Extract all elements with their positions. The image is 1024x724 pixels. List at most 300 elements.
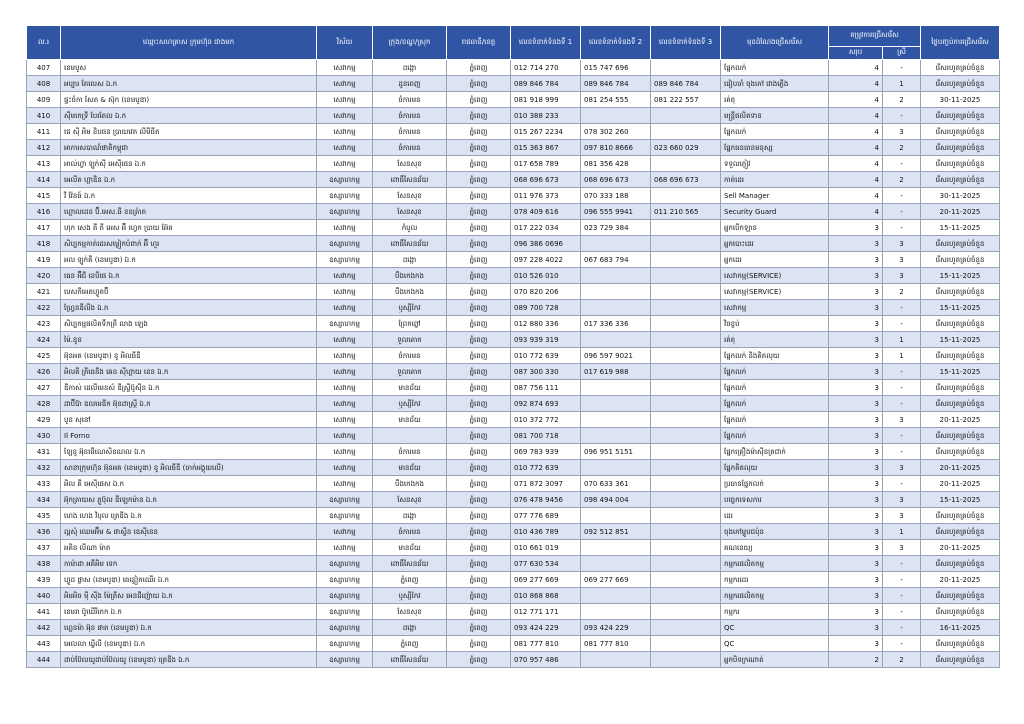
deadline-cell: 15-11-2025 xyxy=(921,220,1000,236)
province-cell: ភ្នំពេញ xyxy=(447,140,511,156)
phone-2-cell: 096 555 9941 xyxy=(581,204,651,220)
table-body xyxy=(27,60,1000,668)
sector-cell: ឧស្សាហកម្ម xyxy=(317,172,373,188)
row-number-cell: 431 xyxy=(27,444,61,460)
position-cell: រត់តុ xyxy=(721,92,829,108)
province-cell: ភ្នំពេញ xyxy=(447,428,511,444)
table-row xyxy=(27,572,1000,588)
deadline-cell: រើសរហូតគ្រប់ចំនួន xyxy=(921,284,1000,300)
province-cell: ភ្នំពេញ xyxy=(447,332,511,348)
header-deadline: ថ្ងៃបញ្ចប់ការជ្រើសរើស xyxy=(921,26,1000,60)
row-number-cell: 422 xyxy=(27,300,61,316)
deadline-cell: 20-11-2025 xyxy=(921,412,1000,428)
header-total: សរុប xyxy=(829,47,883,60)
phone-2-cell: 081 254 555 xyxy=(581,92,651,108)
table-row xyxy=(27,396,1000,412)
deadline-cell: រើសរហូតគ្រប់ចំនួន xyxy=(921,124,1000,140)
phone-3-cell xyxy=(651,332,721,348)
district-cell: ដង្កោ xyxy=(373,252,447,268)
phone-2-cell xyxy=(581,380,651,396)
total-count-cell: 3 xyxy=(829,300,883,316)
table-row xyxy=(27,156,1000,172)
total-count-cell: 3 xyxy=(829,364,883,380)
position-cell: ផ្នែកគិតលុយ xyxy=(721,460,829,476)
header-district: ក្រុង/ខណ្ឌ/ស្រុក xyxy=(373,26,447,60)
deadline-cell: រើសរហូតគ្រប់ចំនួន xyxy=(921,108,1000,124)
company-name-cell: បេសកីអេតហ្វូតប៊ី xyxy=(61,284,317,300)
sector-cell: ឧស្សាហកម្ម xyxy=(317,204,373,220)
phone-1-cell: 089 846 784 xyxy=(511,76,581,92)
female-count-cell: 3 xyxy=(883,124,921,140)
phone-2-cell: 098 494 004 xyxy=(581,492,651,508)
row-number-cell: 416 xyxy=(27,204,61,220)
province-cell: ភ្នំពេញ xyxy=(447,188,511,204)
total-count-cell: 3 xyxy=(829,540,883,556)
province-cell: ភ្នំពេញ xyxy=(447,524,511,540)
table-row xyxy=(27,236,1000,252)
row-number-cell: 415 xyxy=(27,188,61,204)
female-count-cell: 2 xyxy=(883,140,921,156)
phone-2-cell: 096 597 9021 xyxy=(581,348,651,364)
phone-1-cell: 010 372 772 xyxy=(511,412,581,428)
district-cell: សែនសុខ xyxy=(373,204,447,220)
deadline-cell: 15-11-2025 xyxy=(921,492,1000,508)
sector-cell: សេវាកម្ម xyxy=(317,412,373,428)
deadline-cell: រើសរហូតគ្រប់ចំនួន xyxy=(921,348,1000,364)
sector-cell: ឧស្សាហកម្ម xyxy=(317,588,373,604)
company-name-cell: អិលគី ត្រីធេនីង ឆេន ស៊ីហ្គាយ ខេន ឯ.ក xyxy=(61,364,317,380)
position-cell: ផ្នែកគ្រឿងម៉ាស៊ីនត្រជាក់ xyxy=(721,444,829,460)
phone-1-cell: 093 424 229 xyxy=(511,620,581,636)
total-count-cell: 3 xyxy=(829,476,883,492)
company-name-cell: Il Forno xyxy=(61,428,317,444)
district-cell: ភ្នំពេញ xyxy=(373,572,447,588)
district-cell: ចំការមន xyxy=(373,92,447,108)
phone-1-cell: 011 976 373 xyxy=(511,188,581,204)
province-cell: ភ្នំពេញ xyxy=(447,284,511,300)
province-cell: ភ្នំពេញ xyxy=(447,364,511,380)
total-count-cell: 4 xyxy=(829,124,883,140)
position-cell: សេវាកម្ម xyxy=(721,300,829,316)
province-cell: ភ្នំពេញ xyxy=(447,508,511,524)
phone-3-cell xyxy=(651,156,721,172)
position-cell: សេវាកម្ម(SERVICE) xyxy=(721,284,829,300)
phone-1-cell: 010 868 868 xyxy=(511,588,581,604)
sector-cell: សេវាកម្ម xyxy=(317,300,373,316)
table-row xyxy=(27,60,1000,76)
female-count-cell: - xyxy=(883,156,921,172)
deadline-cell: រើសរហូតគ្រប់ចំនួន xyxy=(921,396,1000,412)
phone-3-cell xyxy=(651,188,721,204)
row-number-cell: 443 xyxy=(27,636,61,652)
phone-2-cell xyxy=(581,108,651,124)
row-number-cell: 407 xyxy=(27,60,61,76)
phone-1-cell: 092 874 693 xyxy=(511,396,581,412)
total-count-cell: 3 xyxy=(829,492,883,508)
female-count-cell: 3 xyxy=(883,412,921,428)
row-number-cell: 410 xyxy=(27,108,61,124)
district-cell: ចំការមន xyxy=(373,108,447,124)
position-cell: បច្ចេកទេសការ xyxy=(721,492,829,508)
header-female: ស្រី xyxy=(883,47,921,60)
phone-2-cell xyxy=(581,588,651,604)
position-cell: អ្នកបោះដេរ xyxy=(721,236,829,252)
sector-cell: ឧស្សាហកម្ម xyxy=(317,188,373,204)
phone-1-cell: 012 880 336 xyxy=(511,316,581,332)
phone-1-cell: 012 771 171 xyxy=(511,604,581,620)
province-cell: ភ្នំពេញ xyxy=(447,204,511,220)
district-cell: ពោធិ៍សែនជ័យ xyxy=(373,556,447,572)
position-cell: QC xyxy=(721,636,829,652)
position-cell: ផ្នែកធនធានមនុស្ស xyxy=(721,140,829,156)
phone-3-cell xyxy=(651,396,721,412)
female-count-cell: 2 xyxy=(883,284,921,300)
phone-1-cell: 017 222 034 xyxy=(511,220,581,236)
phone-3-cell xyxy=(651,60,721,76)
position-cell: កម្មករផលិតកម្ម xyxy=(721,588,829,604)
phone-1-cell: 070 957 486 xyxy=(511,652,581,668)
province-cell: ភ្នំពេញ xyxy=(447,444,511,460)
sector-cell: ឧស្សាហកម្ម xyxy=(317,652,373,668)
phone-3-cell xyxy=(651,604,721,620)
position-cell: អ្នកដេរ xyxy=(721,252,829,268)
phone-2-cell xyxy=(581,396,651,412)
sector-cell: សេវាកម្ម xyxy=(317,524,373,540)
position-cell: គណនេយ្យ xyxy=(721,540,829,556)
total-count-cell: 3 xyxy=(829,268,883,284)
phone-2-cell xyxy=(581,652,651,668)
province-cell: ភ្នំពេញ xyxy=(447,492,511,508)
row-number-cell: 441 xyxy=(27,604,61,620)
district-cell: សែនសុខ xyxy=(373,156,447,172)
position-cell: អ្នកបិទក្រណាត់ xyxy=(721,652,829,668)
total-count-cell: 3 xyxy=(829,604,883,620)
deadline-cell: 20-11-2025 xyxy=(921,572,1000,588)
phone-1-cell: 015 267 2234 xyxy=(511,124,581,140)
district-cell: ចំការមន xyxy=(373,444,447,460)
province-cell: ភ្នំពេញ xyxy=(447,572,511,588)
position-cell: ផ្នែកលក់ xyxy=(721,364,829,380)
deadline-cell: 20-11-2025 xyxy=(921,476,1000,492)
row-number-cell: 444 xyxy=(27,652,61,668)
company-name-cell: ឡែនូ អ៊ុនធើណេសិនណល ឯ.ក xyxy=(61,444,317,460)
female-count-cell: - xyxy=(883,316,921,332)
female-count-cell: 3 xyxy=(883,508,921,524)
deadline-cell: 15-11-2025 xyxy=(921,300,1000,316)
phone-3-cell xyxy=(651,444,721,460)
phone-2-cell: 070 633 361 xyxy=(581,476,651,492)
sector-cell: ឧស្សាហកម្ម xyxy=(317,316,373,332)
phone-2-cell: 067 683 794 xyxy=(581,252,651,268)
position-cell: ទទួលភ្ញៀវ xyxy=(721,156,829,172)
row-number-cell: 418 xyxy=(27,236,61,252)
position-cell: Sell Manager xyxy=(721,188,829,204)
row-number-cell: 440 xyxy=(27,588,61,604)
position-cell: រត់តុ xyxy=(721,332,829,348)
district-cell: បឹងកេងកង xyxy=(373,476,447,492)
province-cell: ភ្នំពេញ xyxy=(447,540,511,556)
sector-cell: សេវាកម្ម xyxy=(317,108,373,124)
female-count-cell: 3 xyxy=(883,540,921,556)
phone-1-cell: 068 696 673 xyxy=(511,172,581,188)
phone-2-cell: 093 424 229 xyxy=(581,620,651,636)
row-number-cell: 433 xyxy=(27,476,61,492)
sector-cell: ឧស្សាហកម្ម xyxy=(317,620,373,636)
district-cell: ចំការមន xyxy=(373,348,447,364)
female-count-cell: - xyxy=(883,396,921,412)
row-number-cell: 430 xyxy=(27,428,61,444)
row-number-cell: 434 xyxy=(27,492,61,508)
phone-3-cell xyxy=(651,620,721,636)
company-name-cell: អាការសបាណ៍ផាតិកម្ពុជា xyxy=(61,140,317,156)
province-cell: ភ្នំពេញ xyxy=(447,412,511,428)
company-name-cell: បូន សុនៅ xyxy=(61,412,317,428)
deadline-cell: រើសរហូតគ្រប់ចំនួន xyxy=(921,588,1000,604)
table-row xyxy=(27,76,1000,92)
company-name-cell: ស៊ីមកេទ្រី បែរតែល ឯ.ក xyxy=(61,108,317,124)
row-number-cell: 426 xyxy=(27,364,61,380)
company-name-cell: អ៊ុនអគ (ខេមបូឌា) ខូ អិលធីឌី xyxy=(61,348,317,364)
total-count-cell: 2 xyxy=(829,652,883,668)
position-cell: វិចខ្ចប់ xyxy=(721,316,829,332)
phone-2-cell: 081 356 428 xyxy=(581,156,651,172)
female-count-cell: 3 xyxy=(883,460,921,476)
sector-cell: សេវាកម្ម xyxy=(317,364,373,380)
female-count-cell: - xyxy=(883,620,921,636)
female-count-cell: - xyxy=(883,604,921,620)
position-cell: កម្មករដេរ xyxy=(721,572,829,588)
position-cell: ផ្នែកលក់ xyxy=(721,428,829,444)
table-row xyxy=(27,444,1000,460)
phone-2-cell xyxy=(581,556,651,572)
phone-1-cell: 081 777 810 xyxy=(511,636,581,652)
total-count-cell: 3 xyxy=(829,220,883,236)
phone-2-cell: 081 777 810 xyxy=(581,636,651,652)
table-row xyxy=(27,188,1000,204)
deadline-cell: រើសរហូតគ្រប់ចំនួន xyxy=(921,444,1000,460)
phone-3-cell xyxy=(651,556,721,572)
table-row xyxy=(27,540,1000,556)
position-cell: កាត់ដេរ xyxy=(721,172,829,188)
phone-2-cell xyxy=(581,236,651,252)
row-number-cell: 437 xyxy=(27,540,61,556)
deadline-cell: រើសរហូតគ្រប់ចំនួន xyxy=(921,76,1000,92)
sector-cell: សេវាកម្ម xyxy=(317,140,373,156)
company-name-cell: ខេមបូស xyxy=(61,60,317,76)
company-name-cell: អល ឡូក់គី (ខេមបូឌា) ឯ.ក xyxy=(61,252,317,268)
sector-cell: ឧស្សាហកម្ម xyxy=(317,508,373,524)
district-cell: ដង្កោ xyxy=(373,620,447,636)
table-row xyxy=(27,524,1000,540)
total-count-cell: 4 xyxy=(829,204,883,220)
phone-1-cell: 010 772 639 xyxy=(511,460,581,476)
phone-1-cell: 012 714 270 xyxy=(511,60,581,76)
company-name-cell: អេលីត ហ្គាឌិន ឯ.ក xyxy=(61,172,317,188)
sector-cell: ឧស្សាហកម្ម xyxy=(317,556,373,572)
province-cell: ភ្នំពេញ xyxy=(447,620,511,636)
phone-3-cell xyxy=(651,236,721,252)
district-cell: ព្រែកព្នៅ xyxy=(373,316,447,332)
province-cell: ភ្នំពេញ xyxy=(447,108,511,124)
header-province: រាជធានី/ខេត្ត xyxy=(447,26,511,60)
sector-cell: ឧស្សាហកម្ម xyxy=(317,492,373,508)
province-cell: ភ្នំពេញ xyxy=(447,588,511,604)
phone-2-cell xyxy=(581,540,651,556)
province-cell: ភ្នំពេញ xyxy=(447,604,511,620)
row-number-cell: 442 xyxy=(27,620,61,636)
district-cell: ដូនពេញ xyxy=(373,76,447,92)
row-number-cell: 429 xyxy=(27,412,61,428)
company-name-cell: សាខាក្រុមហ៊ុន អ៊ុនអគ (ខេមបូឌា) ខូ អិលធីឌី (ចាក់អង្គុយលើ) xyxy=(61,460,317,476)
sector-cell: សេវាកម្ម xyxy=(317,332,373,348)
phone-3-cell xyxy=(651,316,721,332)
position-cell: កម្មករផលិតកម្ម xyxy=(721,556,829,572)
phone-2-cell xyxy=(581,508,651,524)
sector-cell: សេវាកម្ម xyxy=(317,460,373,476)
phone-3-cell xyxy=(651,476,721,492)
total-count-cell: 3 xyxy=(829,412,883,428)
province-cell: ភ្នំពេញ xyxy=(447,636,511,652)
total-count-cell: 3 xyxy=(829,588,883,604)
deadline-cell: រើសរហូតគ្រប់ចំនួន xyxy=(921,524,1000,540)
phone-2-cell: 015 747 696 xyxy=(581,60,651,76)
phone-2-cell: 023 729 384 xyxy=(581,220,651,236)
table-row xyxy=(27,428,1000,444)
female-count-cell: - xyxy=(883,220,921,236)
table-row xyxy=(27,620,1000,636)
row-number-cell: 424 xyxy=(27,332,61,348)
total-count-cell: 3 xyxy=(829,332,883,348)
phone-3-cell: 089 846 784 xyxy=(651,76,721,92)
district-cell: មានជ័យ xyxy=(373,380,447,396)
position-cell: ផ្នែកលក់ xyxy=(721,396,829,412)
total-count-cell: 4 xyxy=(829,140,883,156)
sector-cell: សេវាកម្ម xyxy=(317,76,373,92)
company-name-cell: ម៉ៃ.នូន xyxy=(61,332,317,348)
phone-1-cell: 089 700 728 xyxy=(511,300,581,316)
company-name-cell: ដាប់ប៊ែលយូដាប់ប៊ែលយូ (ខេមបូឌា) ត្រេឌីង ឯ.ក xyxy=(61,652,317,668)
phone-1-cell: 077 776 689 xyxy=(511,508,581,524)
sector-cell: ឧស្សាហកម្ម xyxy=(317,572,373,588)
row-number-cell: 419 xyxy=(27,252,61,268)
province-cell: ភ្នំពេញ xyxy=(447,556,511,572)
row-number-cell: 411 xyxy=(27,124,61,140)
total-count-cell: 3 xyxy=(829,284,883,300)
phone-3-cell xyxy=(651,636,721,652)
deadline-cell: រើសរហូតគ្រប់ចំនួន xyxy=(921,652,1000,668)
district-cell: ចំការមន xyxy=(373,124,447,140)
row-number-cell: 428 xyxy=(27,396,61,412)
deadline-cell: រើសរហូតគ្រប់ចំនួន xyxy=(921,236,1000,252)
female-count-cell: - xyxy=(883,572,921,588)
phone-1-cell: 010 526 010 xyxy=(511,268,581,284)
total-count-cell: 3 xyxy=(829,444,883,460)
sector-cell: ឧស្សាហកម្ម xyxy=(317,604,373,620)
header-position: មុខដំណែងជ្រើសរើស xyxy=(721,26,829,60)
deadline-cell: 20-11-2025 xyxy=(921,540,1000,556)
position-cell: សេវាកម្ម(SERVICE) xyxy=(721,268,829,284)
table-row xyxy=(27,556,1000,572)
deadline-cell: 15-11-2025 xyxy=(921,332,1000,348)
phone-3-cell xyxy=(651,252,721,268)
company-name-cell: អប្បារ តែលេស ឯ.ក xyxy=(61,76,317,92)
female-count-cell: 1 xyxy=(883,76,921,92)
row-number-cell: 413 xyxy=(27,156,61,172)
district-cell: មានជ័យ xyxy=(373,412,447,428)
header-need: តម្រូវការជ្រើសរើស xyxy=(829,26,921,47)
position-cell: Security Guard xyxy=(721,204,829,220)
row-number-cell: 423 xyxy=(27,316,61,332)
phone-3-cell xyxy=(651,460,721,476)
header-phone3: លេខទំនាក់ទំនងទី 3 xyxy=(651,26,721,60)
province-cell: ភ្នំពេញ xyxy=(447,380,511,396)
row-number-cell: 439 xyxy=(27,572,61,588)
table-row xyxy=(27,300,1000,316)
phone-2-cell xyxy=(581,604,651,620)
position-cell: ផ្នែកលក់ និងគិតលុយ xyxy=(721,348,829,364)
total-count-cell: 4 xyxy=(829,172,883,188)
phone-3-cell xyxy=(651,524,721,540)
phone-2-cell xyxy=(581,332,651,348)
company-name-cell: សិប្បកម្មកាត់ដេរសម្លៀកបំពាក់ អ៊ី ហួរ xyxy=(61,236,317,252)
phone-1-cell: 077 630 534 xyxy=(511,556,581,572)
position-cell: ជៀបចាំ ចុងភៅ ជាងភ្លើង xyxy=(721,76,829,92)
female-count-cell: - xyxy=(883,300,921,316)
province-cell: ភ្នំពេញ xyxy=(447,172,511,188)
phone-2-cell: 096 951 5151 xyxy=(581,444,651,460)
sector-cell: សេវាកម្ម xyxy=(317,268,373,284)
phone-3-cell xyxy=(651,540,721,556)
district-cell: ដង្កោ xyxy=(373,60,447,76)
deadline-cell: 20-11-2025 xyxy=(921,204,1000,220)
position-cell: ប្រធានផ្នែកលក់ xyxy=(721,476,829,492)
phone-3-cell xyxy=(651,268,721,284)
table-row xyxy=(27,332,1000,348)
row-number-cell: 409 xyxy=(27,92,61,108)
province-cell: ភ្នំពេញ xyxy=(447,268,511,284)
phone-1-cell: 015 363 867 xyxy=(511,140,581,156)
company-name-cell: អគិន លីណា ម៉ាត xyxy=(61,540,317,556)
phone-3-cell xyxy=(651,508,721,524)
district-cell: សែនសុខ xyxy=(373,188,447,204)
total-count-cell: 3 xyxy=(829,316,883,332)
phone-2-cell: 069 277 669 xyxy=(581,572,651,588)
total-count-cell: 4 xyxy=(829,108,883,124)
table-row xyxy=(27,284,1000,300)
deadline-cell: រើសរហូតគ្រប់ចំនួន xyxy=(921,508,1000,524)
sector-cell: សេវាកម្ម xyxy=(317,428,373,444)
phone-2-cell xyxy=(581,428,651,444)
deadline-cell: រើសរហូតគ្រប់ចំនួន xyxy=(921,172,1000,188)
company-name-cell: ហ្គោលដេន ប៊ី.អេស.ធី ខនត្រ៉ាត xyxy=(61,204,317,220)
district-cell: បឹងកេងកង xyxy=(373,268,447,284)
sector-cell: សេវាកម្ម xyxy=(317,476,373,492)
province-cell: ភ្នំពេញ xyxy=(447,76,511,92)
row-number-cell: 436 xyxy=(27,524,61,540)
sector-cell: សេវាកម្ម xyxy=(317,220,373,236)
company-name-cell: អិល គី អេស៊ីផេស ឯ.ក xyxy=(61,476,317,492)
phone-3-cell xyxy=(651,284,721,300)
female-count-cell: - xyxy=(883,428,921,444)
phone-3-cell: 011 210 565 xyxy=(651,204,721,220)
table-row xyxy=(27,412,1000,428)
phone-2-cell xyxy=(581,460,651,476)
sector-cell: សេវាកម្ម xyxy=(317,540,373,556)
company-name-cell: ល្អសុំ ឈេមអ៊ឹម & ផាស្ទីន ឌេស៊ីនេន xyxy=(61,524,317,540)
province-cell: ភ្នំពេញ xyxy=(447,316,511,332)
phone-2-cell xyxy=(581,300,651,316)
table-row xyxy=(27,492,1000,508)
